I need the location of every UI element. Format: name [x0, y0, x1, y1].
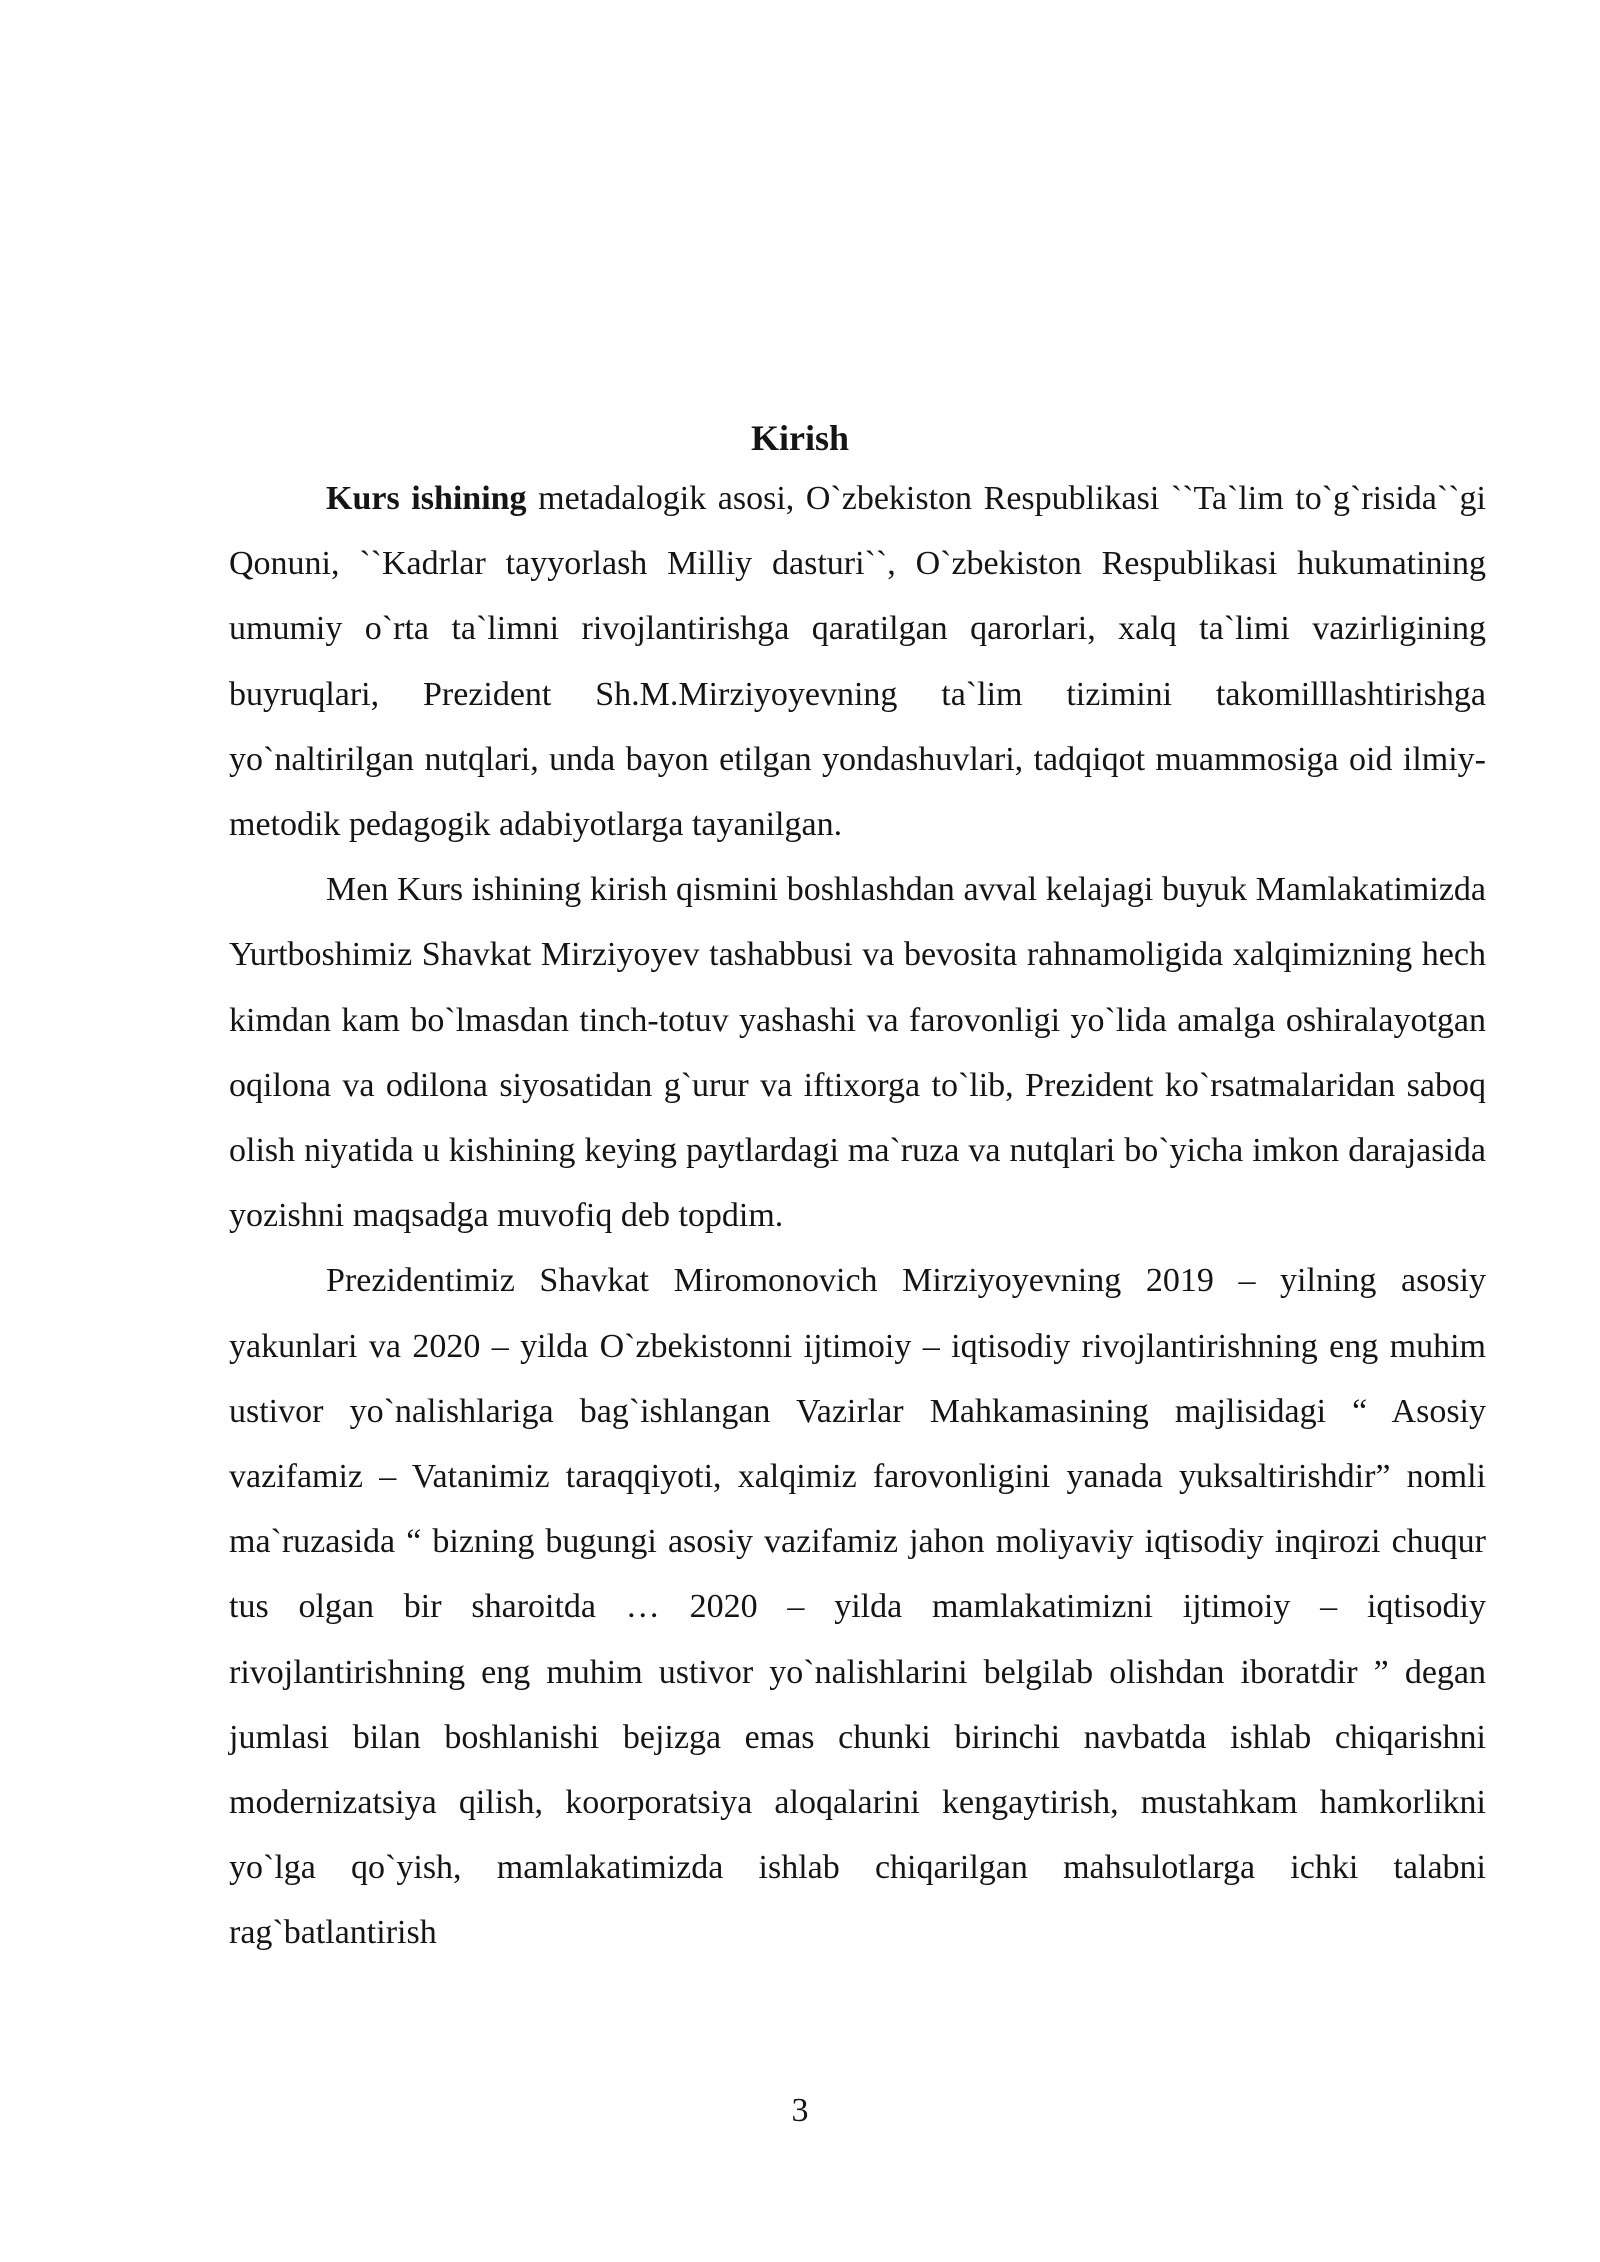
paragraph-text: Men Kurs ishining kirish qismini boshlashdan avval kelajagi buyuk Mamlakatimizda Yurtboshimiz Shavkat Mirziyoyev tashabbusi va bevosita rahnamoligida xalqimizning hech kimdan kam bo`lmasdan tinch-totuv yashashi va farovonligi yo`lida amalga oshiralayotgan oqilona va odilona siyosatidan g`urur va iftixorga to`lib, Prezident ko`rsatmalaridan saboq olish niyatida u kishining keying paytlardagi ma`ruza va nutqlari bo`yicha imkon darajasida yozishni maqsadga muvofiq deb topdim.: [229, 871, 1486, 1235]
paragraph-text: metadalogik asosi, O`zbekiston Respublikasi ``Ta`lim to`g`risida``gi Qonuni, ``Kadrlar tayyorlash Milliy dasturi``, O`zbekiston Respublikasi hukumatining umumiy o`rta ta`limni rivojlantirishga qaratilgan qarorlari, xalq ta`limi vazirligining buyruqlari, Prezident Sh.M.Mirziyoyevning ta`lim tizimini takomilllashtirishga yo`naltirilgan nutqlari, unda bayon etilgan yondashuvlari, tadqiqot muammosiga oid ilmiy-metodik pedagogik adabiyotlarga tayanilgan.: [229, 480, 1486, 844]
body-text: [229, 466, 1486, 1966]
page-title: Kirish: [750, 418, 849, 458]
paragraph-1: [229, 466, 1486, 857]
paragraph-3: [229, 1248, 1486, 1965]
paragraph-lead: Kurs ishining: [326, 480, 527, 517]
paragraph-2: [229, 857, 1486, 1248]
page-number: 3: [791, 2092, 809, 2129]
paragraph-text: Prezidentimiz Shavkat Miromonovich Mirziyoyevning 2019 – yilning asosiy yakunlari va 2020 – yilda O`zbekistonni ijtimoiy – iqtisodiy rivojlantirishning eng muhim ustivor yo`nalishlariga bag`ishlangan Vazirlar Mahkamasining majlisidagi “ Asosiy vazifamiz – Vatanimiz taraqqiyoti, xalqimiz farovonligini yanada yuksaltirishdir” nomli ma`ruzasida “ bizning bugungi asosiy vazifamiz jahon moliyaviy iqtisodiy inqirozi chuqur tus olgan bir sharoitda … 2020 – yilda mamlakatimizni ijtimoiy – iqtisodiy rivojlantirishning eng muhim ustivor yo`nalishlarini belgilab olishdan iboratdir ” degan jumlasi bilan boshlanishi bejizga emas chunki birinchi navbatda ishlab chiqarishni modernizatsiya qilish, koorporatsiya aloqalarini kengaytirish, mustahkam hamkorlikni yo`lga qo`yish, mamlakatimizda ishlab chiqarilgan mahsulotlarga ichki talabni rag`batlantirish: [229, 1262, 1486, 1952]
